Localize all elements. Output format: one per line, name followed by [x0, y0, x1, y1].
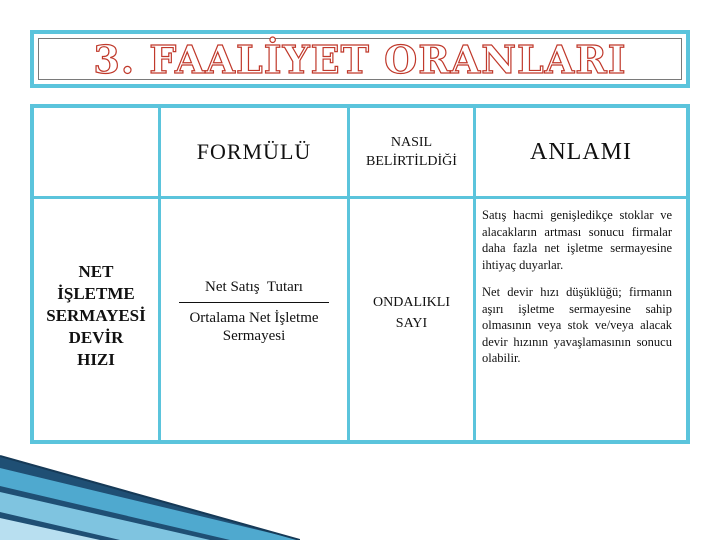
ratio-table	[30, 104, 690, 444]
value-type-cell	[350, 199, 473, 440]
header-meaning-label: ANLAMI	[530, 138, 632, 165]
ratio-name-line: İŞLETME	[57, 283, 135, 303]
header-cell-how-determined	[350, 108, 473, 196]
ratio-name-line: SERMAYESİ	[46, 305, 146, 325]
formula-cell	[161, 199, 347, 440]
formula-numerator: Net Satış Tutarı	[205, 279, 303, 295]
ratio-name	[46, 261, 146, 371]
header-cell-meaning	[476, 108, 686, 196]
header-cell-formula	[161, 108, 347, 196]
ratio-name-line: HIZI	[77, 349, 115, 369]
value-type	[373, 292, 450, 334]
ratio-name-cell	[34, 199, 158, 440]
formula-fraction	[179, 278, 329, 345]
formula-denominator	[179, 309, 329, 345]
header-cell-ratio	[34, 108, 158, 196]
formula-denominator-line: Sermayesi	[222, 328, 286, 344]
meaning-cell	[476, 199, 686, 440]
header-formula-label: FORMÜLÜ	[196, 139, 312, 164]
meaning-paragraph-1: Satış hacmi genişledikçe stoklar ve alacakların artması sonucu firmalar daha fazla net işletme sermayesine ihtiyaç duyarlar.	[482, 208, 672, 272]
meaning-paragraph-2: Net devir hızı düşüklüğü; firmanın aşırı işletme sermayesine sahip olmasının veya stok ve/veya alacak devir hızının yavaşlamasının sonucu olabilir.	[482, 285, 672, 365]
value-type-line: ONDALIKLI	[373, 294, 450, 310]
slide-title: 3. FAALİYET ORANLARI	[93, 36, 627, 82]
fraction-line	[179, 302, 329, 303]
decorative-stripes	[0, 446, 300, 540]
formula-denominator-line: Ortalama Net İşletme	[189, 310, 319, 326]
ratio-name-line: NET	[78, 261, 114, 281]
header-how-line-2: BELİRTİLDİĞİ	[366, 154, 457, 169]
title-frame	[30, 30, 690, 88]
title-inner-frame	[38, 38, 682, 80]
header-how-line-1: NASIL	[390, 135, 433, 150]
ratio-name-line: DEVİR	[68, 327, 124, 347]
value-type-line: SAYI	[395, 315, 428, 331]
